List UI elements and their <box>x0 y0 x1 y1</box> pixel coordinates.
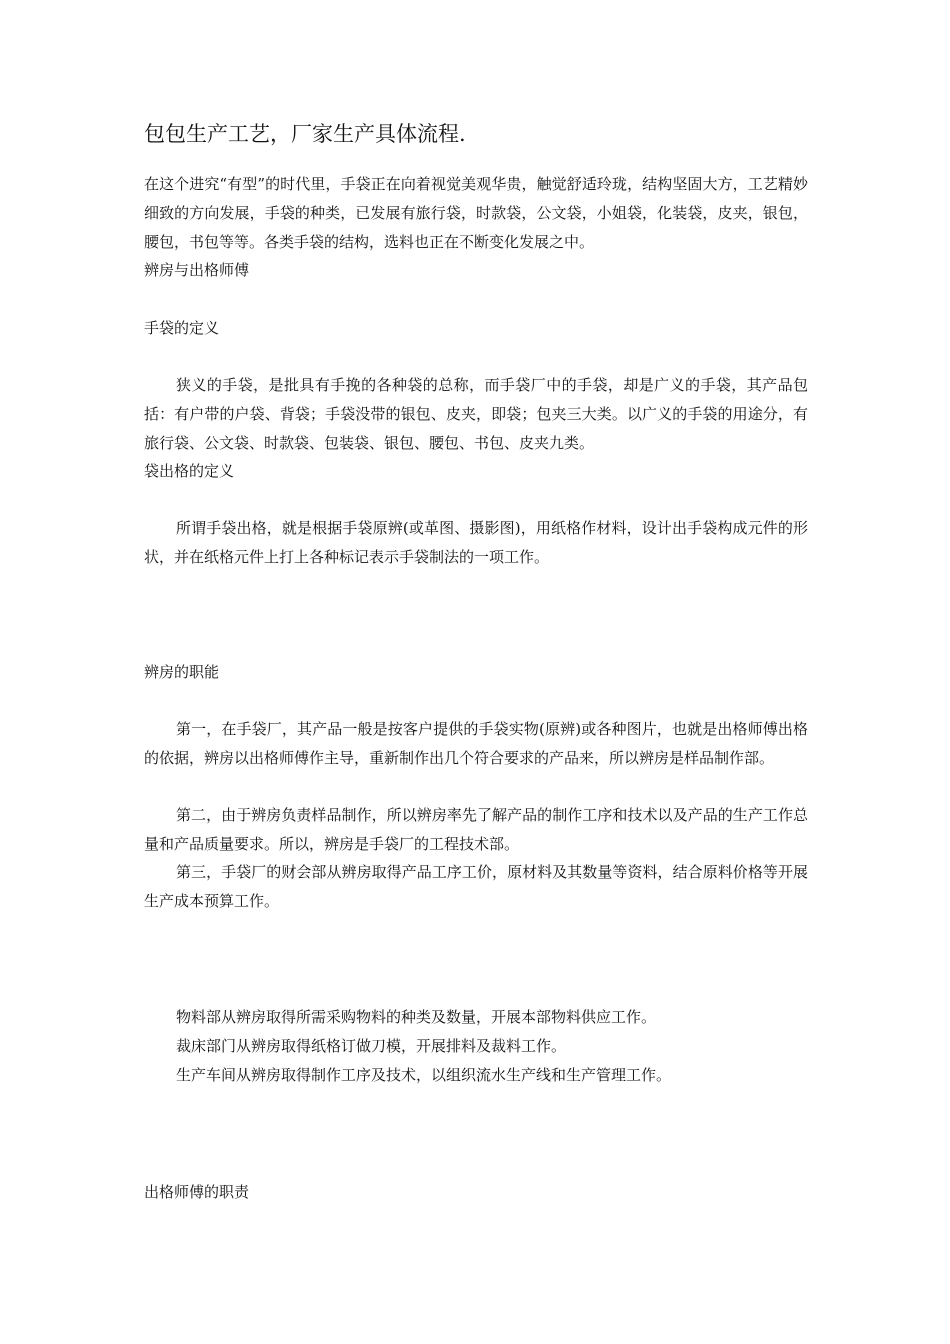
intro-paragraph: 在这个进究“有型”的时代里，手袋正在向着视觉美观华贵，触觉舒适玲珑，结构坚固大方，工艺精妙细致的方向发展，手袋的种类，已发展有旅行袋，时款袋，公文袋，小姐袋，化装袋，皮夹，银包，腰包，书包等等。各类手袋的结构，选料也正在不断变化发展之中。 <box>144 175 808 251</box>
handbag-definition-paragraph: 狭义的手袋，是批具有手挽的各种袋的总称，而手袋厂中的手袋，却是广义的手袋，其产品包括：有户带的户袋、背袋；手袋没带的银包、皮夹，即袋；包夹三大类。以广义的手袋的用途分，有旅行袋、公文袋、时款袋、包装袋、银包、腰包、书包、皮夹九类。 <box>144 376 808 452</box>
section-heading-room-and-master: 辨房与出格师傅 <box>144 261 250 279</box>
dept-materials-line: 物料部从辨房取得所需采购物料的种类及数量，开展本部物料供应工作。 <box>176 1008 657 1026</box>
dept-production-line: 生产车间从辨房取得制作工序及技术，以组织流水生产线和生产管理工作。 <box>176 1066 672 1084</box>
pattern-definition-paragraph: 所谓手袋出格，就是根据手袋原辨(或革图、摄影图)，用纸格作材料，设计出手袋构成元件的形状，并在纸格元件上打上各种标记表示手袋制法的一项工作。 <box>144 519 808 566</box>
heading-room-functions: 辨房的职能 <box>144 663 220 681</box>
function-paragraph-2: 第二，由于辨房负责样品制作，所以辨房率先了解产品的制作工序和技术以及产品的生产工作总量和产品质量要求。所以，辨房是手袋厂的工程技术部。 <box>144 806 808 853</box>
dept-cutting-line: 裁床部门从辨房取得纸格订做刀模，开展排料及裁料工作。 <box>176 1037 567 1055</box>
heading-handbag-definition: 手袋的定义 <box>144 319 220 337</box>
document-title: 包包生产工艺，厂家生产具体流程. <box>144 122 466 146</box>
heading-master-duties: 出格师傅的职责 <box>144 1183 250 1201</box>
function-paragraph-1: 第一，在手袋厂，其产品一般是按客户提供的手袋实物(原辨)或各种图片，也就是出格师傅出格的依据，辨房以出格师傅作主导，重新制作出几个符合要求的产品来，所以辨房是样品制作部。 <box>144 720 808 767</box>
heading-pattern-definition: 袋出格的定义 <box>144 462 235 480</box>
function-paragraph-3: 第三，手袋厂的财会部从辨房取得产品工序工价，原材料及其数量等资料，结合原料价格等开展生产成本预算工作。 <box>144 863 808 910</box>
